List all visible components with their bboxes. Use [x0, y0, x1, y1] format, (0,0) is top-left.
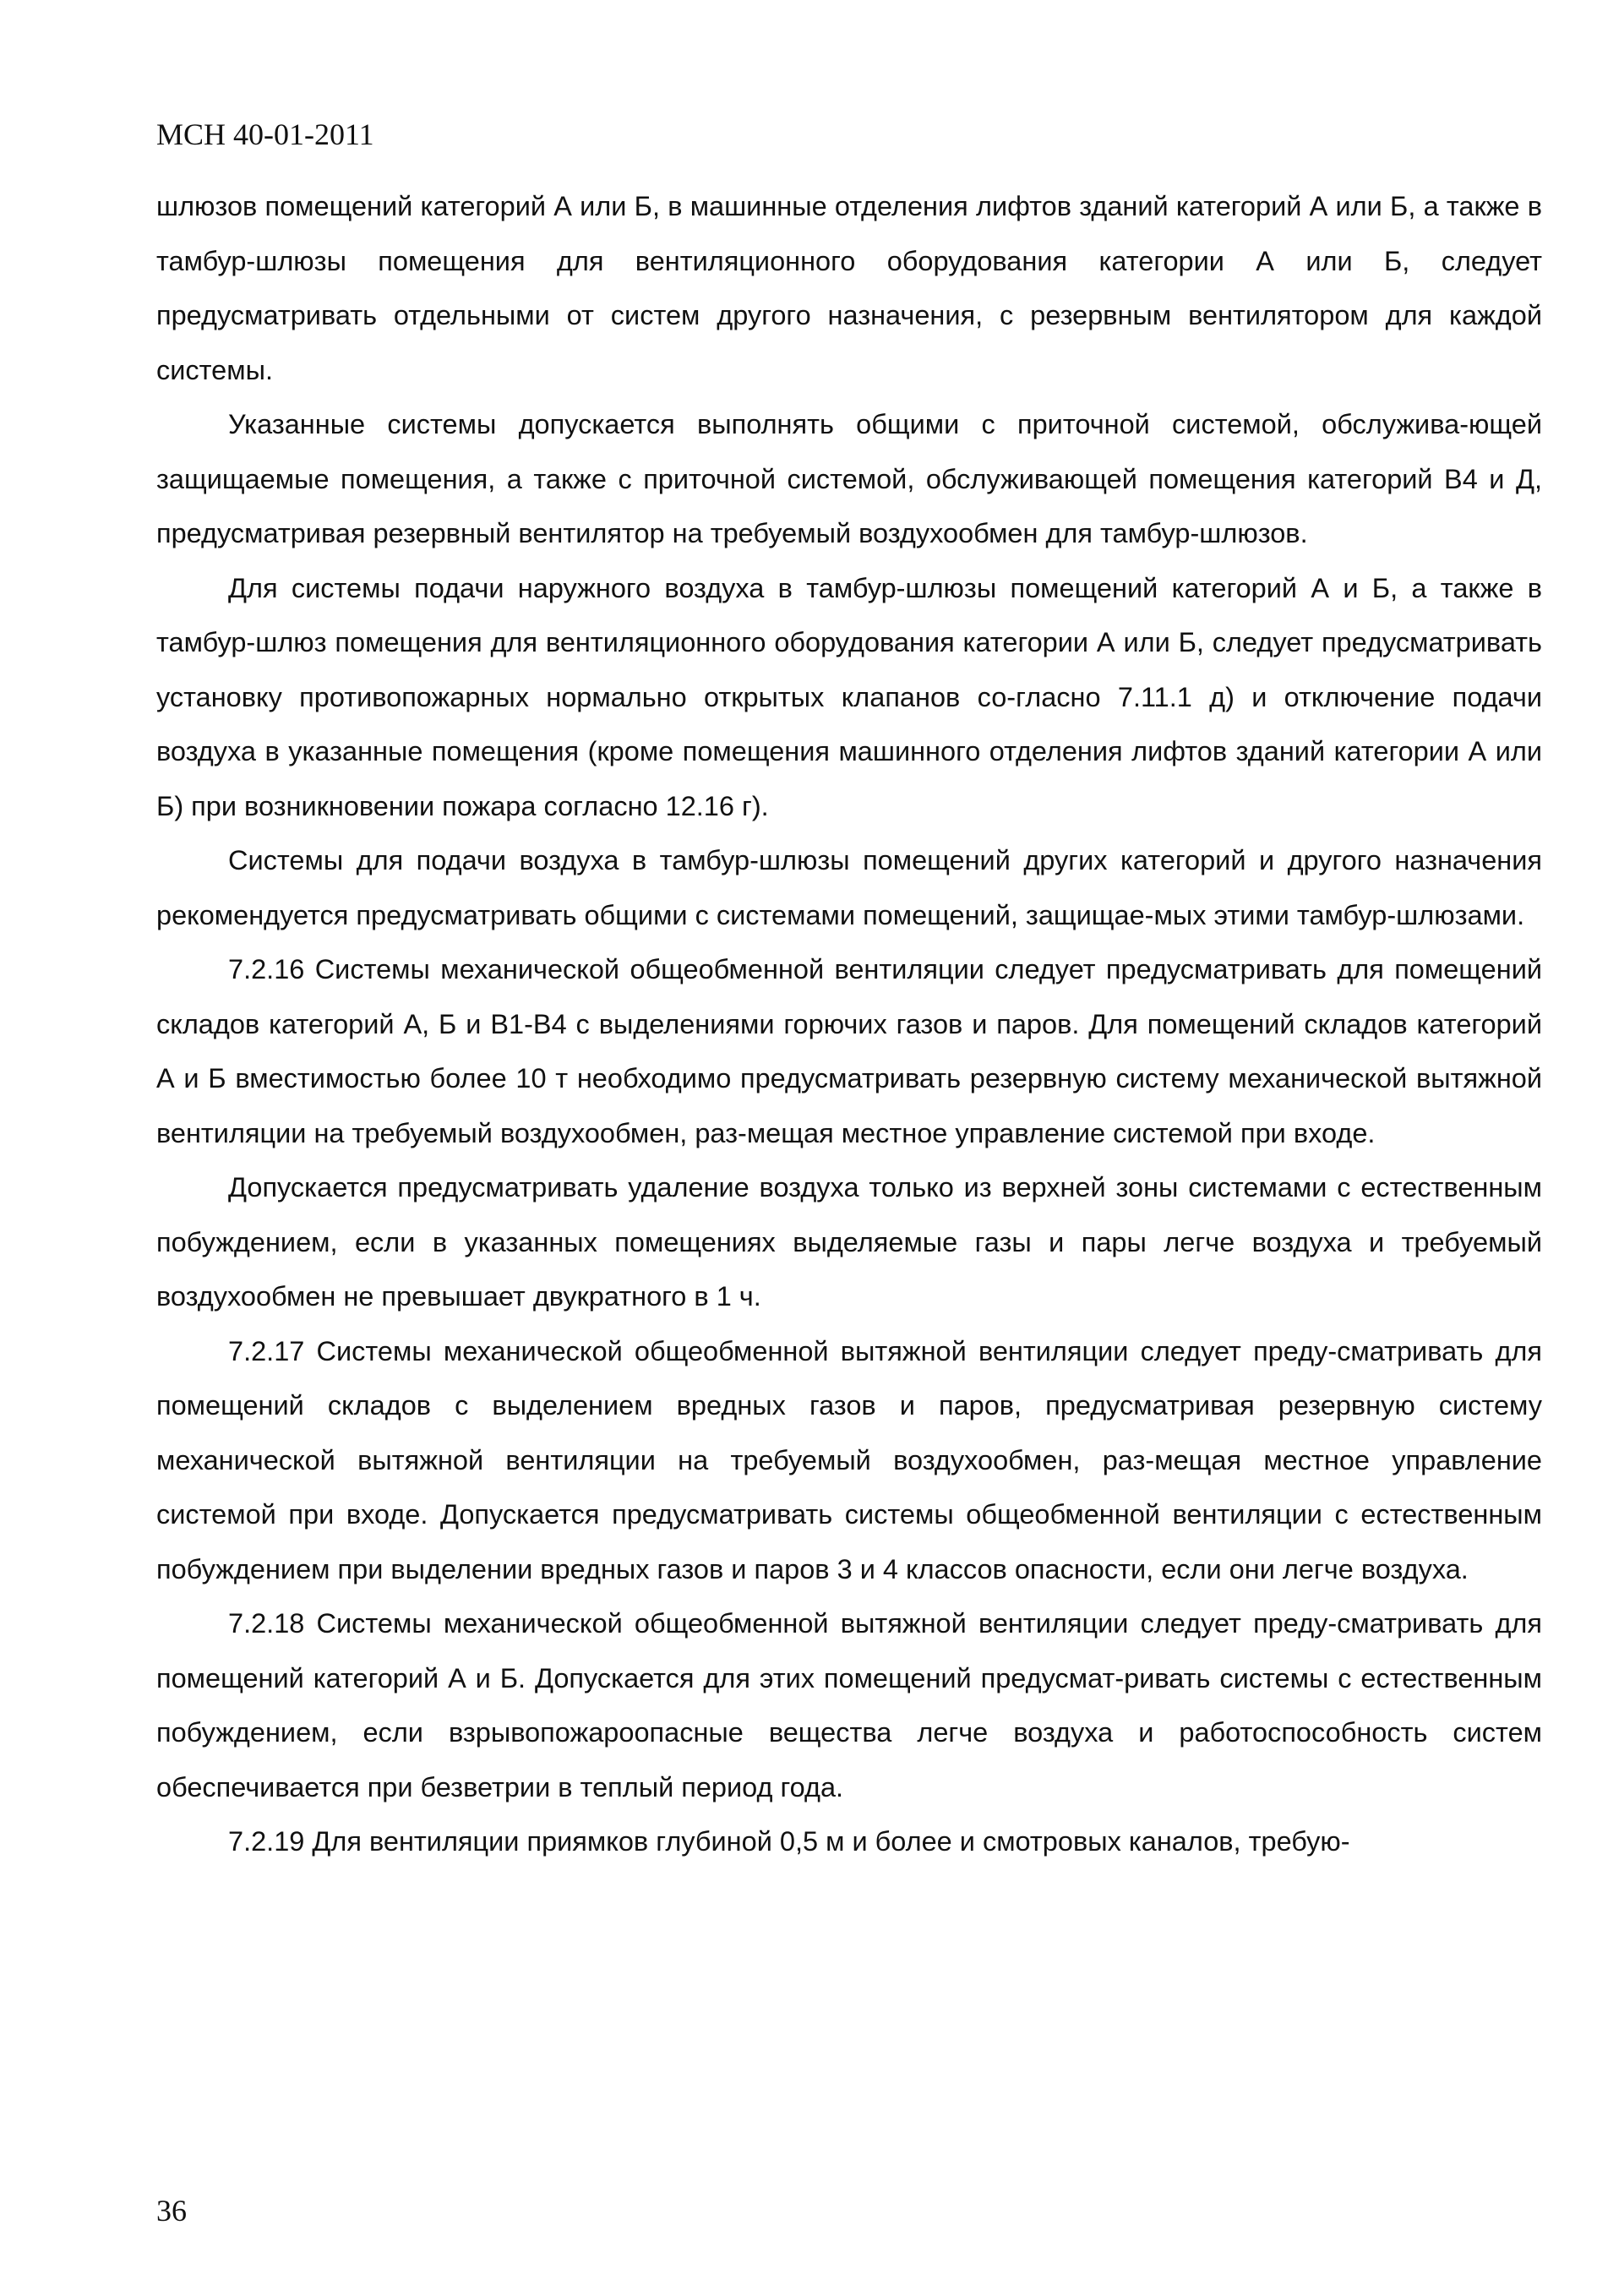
paragraph-1-continuation: шлюзов помещений категорий А или Б, в машинные отделения лифтов зданий категорий А или Б, а также в тамбур-шлюзы помещения для вентиляционного оборудования категории А или Б, следует предусматривать отдельными от систем другого назначения, с резервным вентилятором для каждой системы.: [156, 191, 1542, 385]
paragraph-7-2-16: 7.2.16 Системы механической общеобменной вентиляции следует предусматривать для помещений складов категорий А, Б и В1-В4 с выделениями горючих газов и паров. Для помещений складов категорий А и Б вместимостью более 10 т необходимо предусматривать резервную систему механической вытяжной вентиляции на требуемый воздухообмен, раз-мещая местное управление системой при входе.: [156, 954, 1542, 1148]
paragraph-6: Допускается предусматривать удаление воздуха только из верхней зоны системами с естественным побуждением, если в указанных помещениях выделяемые газы и пары легче воздуха и требуемый воздухообмен не превышает двукратного в 1 ч.: [156, 1172, 1542, 1312]
paragraph-4: Системы для подачи воздуха в тамбур-шлюзы помещений других категорий и другого назначения рекомендуется предусматривать общими с системами помещений, защищае-мых этими тамбур-шлюзами.: [156, 845, 1542, 930]
paragraph-7-2-19: 7.2.19 Для вентиляции приямков глубиной 0,5 м и более и смотровых каналов, требую-: [228, 1826, 1350, 1857]
document-code-header: МСН 40-01-2011: [156, 117, 374, 151]
paragraph-3: Для системы подачи наружного воздуха в тамбур-шлюзы помещений категорий А и Б, а также в тамбур-шлюз помещения для вентиляционного оборудования категории А или Б, следует предусматривать установку противопожарных нормально открытых клапанов со-гласно 7.11.1 д) и отключение подачи воздуха в указанные помещения (кроме помещения машинного отделения лифтов зданий категории А или Б) при возникновении пожара согласно 12.16 г).: [156, 572, 1542, 821]
document-body: [156, 179, 1542, 1869]
page-number: 36: [156, 2194, 187, 2228]
paragraph-7-2-18: 7.2.18 Системы механической общеобменной вытяжной вентиляции следует преду-сматривать для помещений категорий А и Б. Допускается для этих помещений предусмат-ривать системы с естественным побуждением, если взрывопожароопасные вещества легче воздуха и работоспособность систем обеспечивается при безветрии в теплый период года.: [156, 1608, 1542, 1802]
paragraph-2: Указанные системы допускается выполнять общими с приточной системой, обслужива-ющей защищаемые помещения, а также с приточной системой, обслуживающей помещения категорий В4 и Д, предусматривая резервный вентилятор на требуемый воздухообмен для тамбур-шлюзов.: [156, 409, 1542, 548]
paragraph-7-2-17: 7.2.17 Системы механической общеобменной вытяжной вентиляции следует преду-сматривать для помещений складов с выделением вредных газов и паров, предусматривая резервную систему механической вытяжной вентиляции на требуемый воздухообмен, раз-мещая местное управление системой при входе. Допускается предусматривать системы общеобменной вентиляции с естественным побуждением при выделении вредных газов и паров 3 и 4 классов опасности, если они легче воздуха.: [156, 1335, 1542, 1584]
